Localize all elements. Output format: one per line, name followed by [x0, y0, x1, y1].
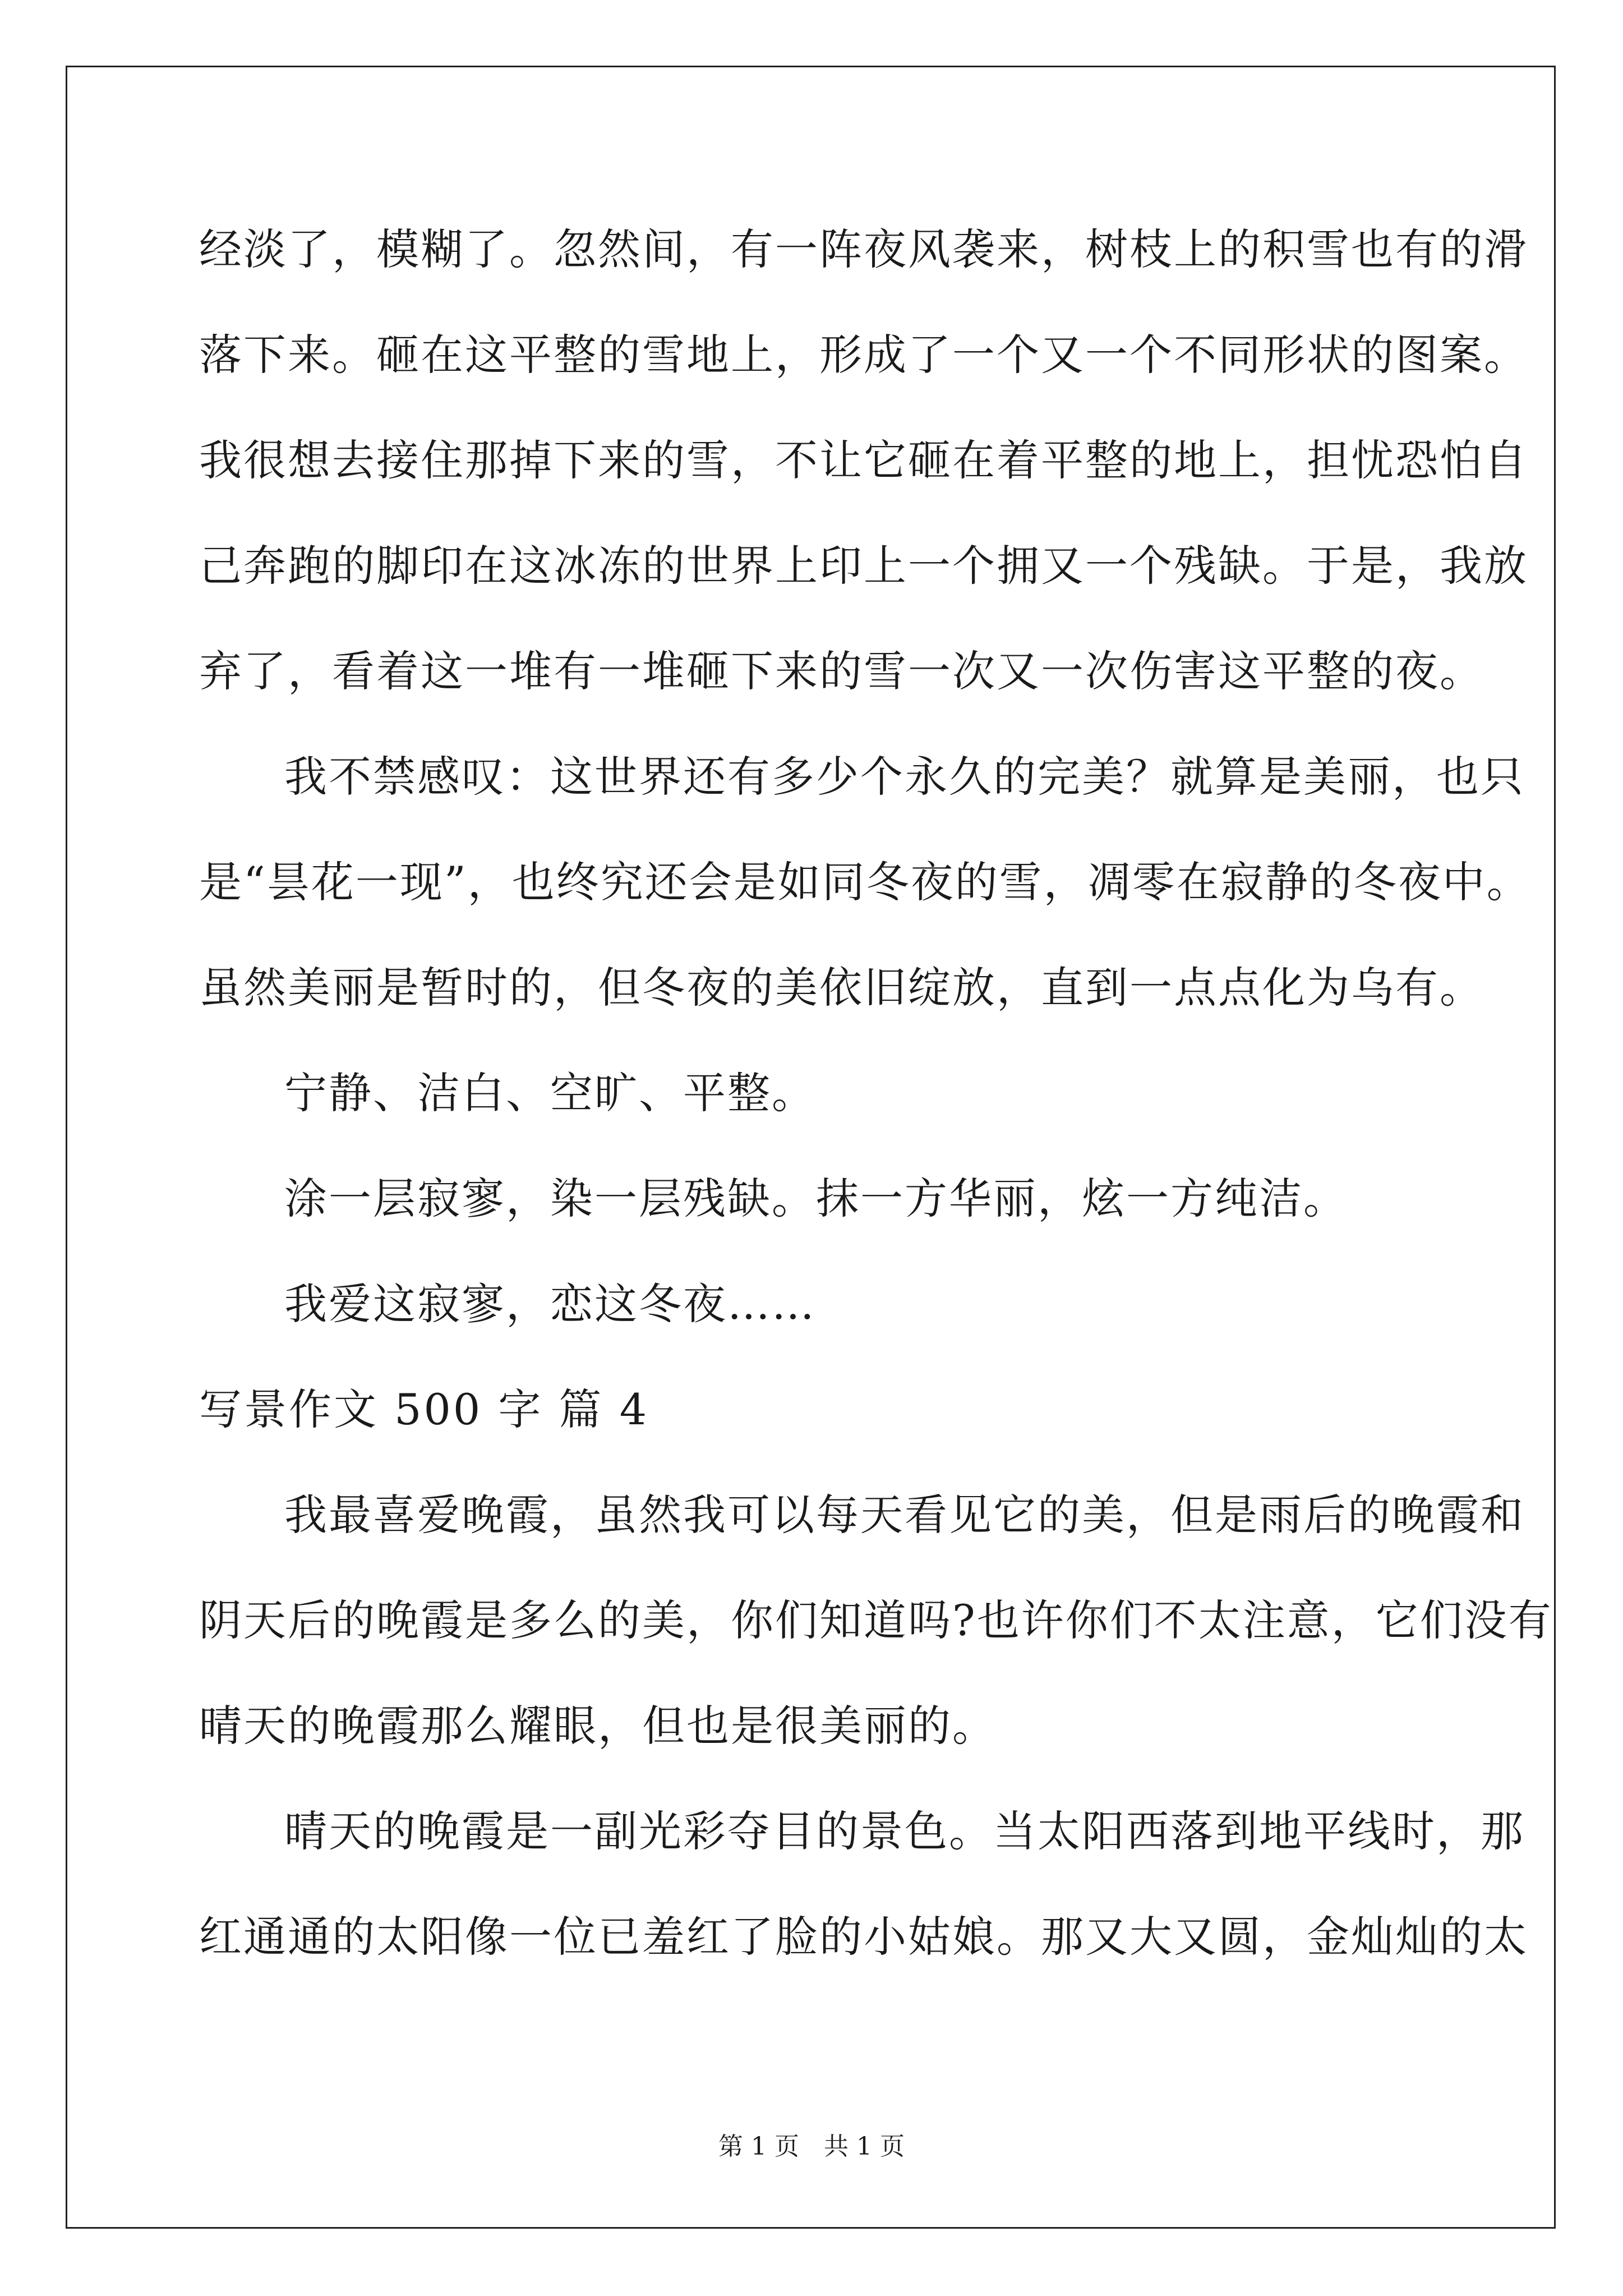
- text-line: 落下来。砸在这平整的雪地上，形成了一个又一个不同形状的图案。: [199, 330, 1528, 380]
- text-line: 我很想去接住那掉下来的雪，不让它砸在着平整的地上，担忧恐怕自: [199, 435, 1528, 485]
- text-line: 阴天后的晚霞是多么的美，你们知道吗?也许你们不太注意，它们没有: [199, 1595, 1553, 1645]
- paragraph-start: 我最喜爱晚霞，虽然我可以每天看见它的美，但是雨后的晚霞和: [284, 1490, 1525, 1540]
- text-line: 经淡了，模糊了。忽然间，有一阵夜风袭来，树枝上的积雪也有的滑: [199, 224, 1528, 274]
- text-line: 己奔跑的脚印在这冰冻的世界上印上一个拥又一个残缺。于是，我放: [199, 541, 1528, 591]
- paragraph-start: 晴天的晚霞是一副光彩夺目的景色。当太阳西落到地平线时，那: [284, 1806, 1525, 1856]
- paragraph-start: 涂一层寂寥，染一层残缺。抹一方华丽，炫一方纯洁。: [284, 1174, 1348, 1223]
- document-body: [199, 216, 1553, 2009]
- text-line: 虽然美丽是暂时的，但冬夜的美依旧绽放，直到一点点化为乌有。: [199, 963, 1484, 1013]
- text-line: 是“昙花一现”，也终究还会是如同冬夜的雪，凋零在寂静的冬夜中。: [199, 857, 1531, 907]
- text-line: 晴天的晚霞那么耀眼，但也是很美丽的。: [199, 1701, 997, 1751]
- page-number-footer: 第 1 页 共 1 页: [718, 2132, 905, 2161]
- paragraph-start: 宁静、洁白、空旷、平整。: [284, 1068, 816, 1118]
- paragraph-start: 我不禁感叹：这世界还有多少个永久的完美？就算是美丽，也只: [284, 752, 1525, 802]
- section-heading: 写景作文 500 字 篇 4: [199, 1384, 649, 1434]
- text-line: 红通通的太阳像一位已羞红了脸的小姑娘。那又大又圆，金灿灿的太: [199, 1912, 1528, 1962]
- paragraph-start: 我爱这寂寥，恋这冬夜……: [284, 1279, 816, 1329]
- text-line: 弃了，看着这一堆有一堆砸下来的雪一次又一次伤害这平整的夜。: [199, 646, 1484, 696]
